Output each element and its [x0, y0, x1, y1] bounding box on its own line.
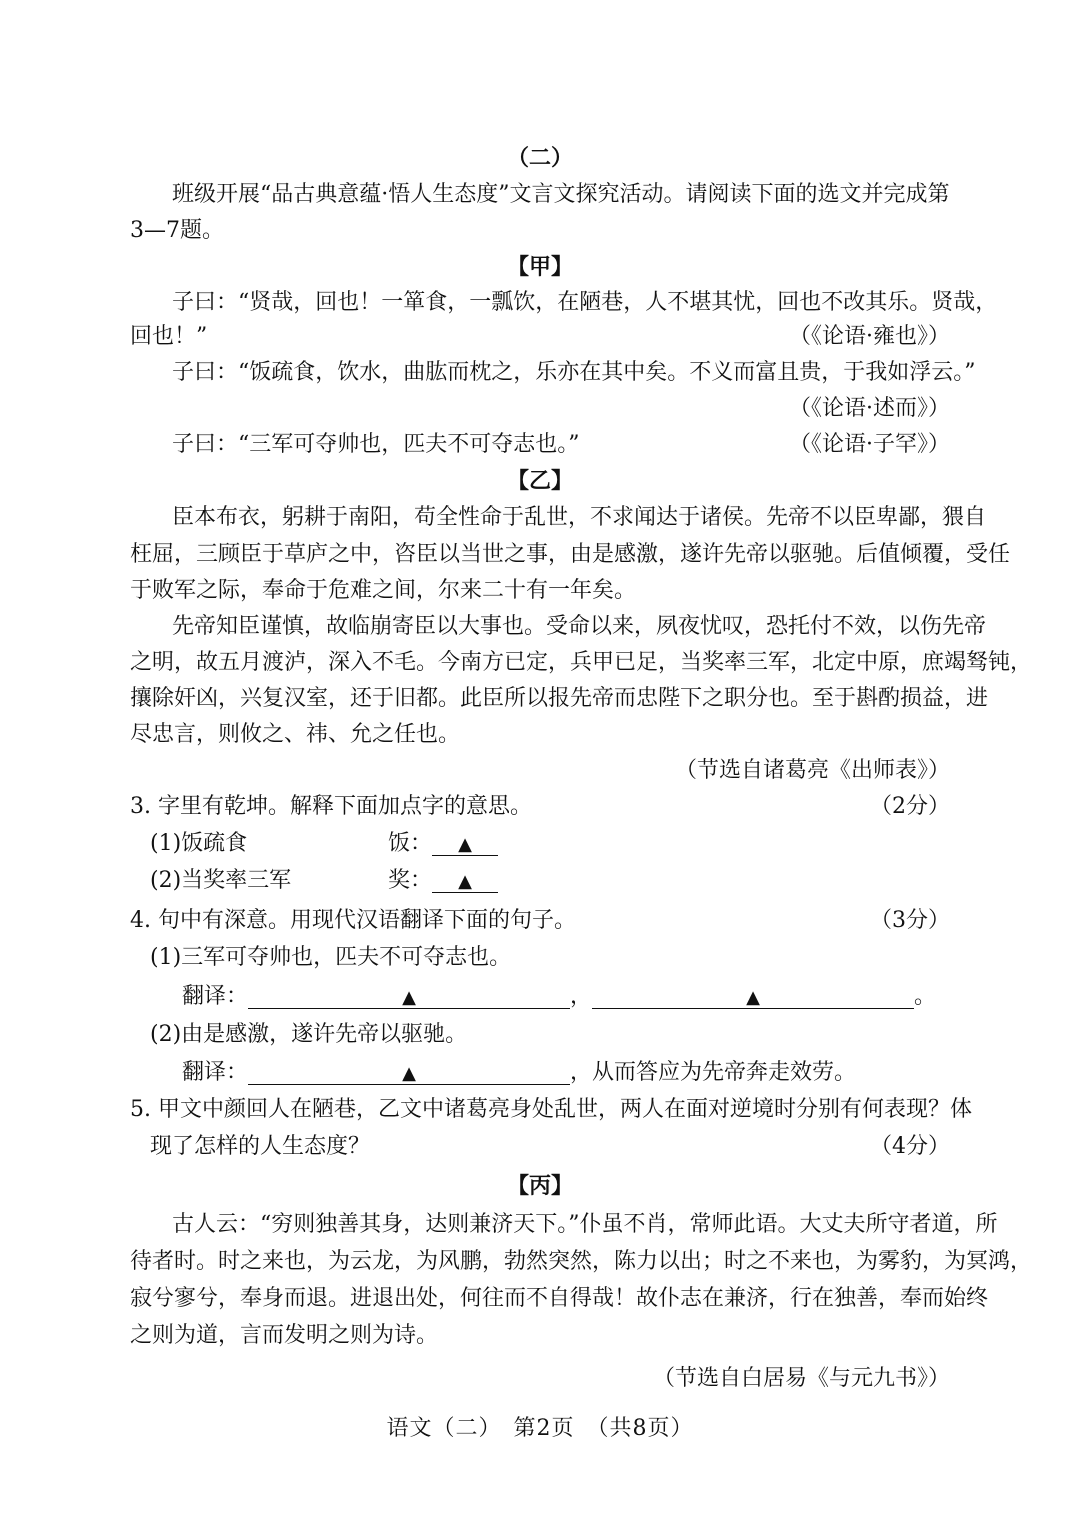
q4-item-1: (1)三军可夺帅也，匹夫不可夺志也。	[150, 945, 512, 970]
q3-item-2-label: 奖：	[388, 868, 433, 893]
jia-p2-source: （《论语·述而》）	[789, 396, 950, 421]
jia-p1-source: （《论语·雍也》）	[789, 324, 950, 349]
jia-p1-line2: 回也！”	[130, 324, 208, 349]
bing-line-4: 之则为道，言而发明之则为诗。	[130, 1323, 439, 1348]
q4-stem: 4. 句中有深意。用现代汉语翻译下面的句子。	[130, 908, 576, 933]
q4-period: 。	[914, 984, 937, 1009]
yi-source: （节选自诸葛亮《出师表》）	[674, 758, 950, 783]
q3-score: （2分）	[870, 794, 950, 819]
q3-answer-blank-1[interactable]	[432, 829, 498, 856]
q5-line-2: 现了怎样的人生态度？	[150, 1134, 371, 1159]
yi-line-1: 臣本布衣，躬耕于南阳，苟全性命于乱世，不求闻达于诸侯。先帝不以臣卑鄙，猥自	[172, 505, 987, 530]
q3-item-1-answer	[388, 829, 498, 859]
yi-line-6: 攘除奸凶，兴复汉室，还于旧都。此臣所以报先帝而忠陛下之职分也。至于斟酌损益，进	[130, 686, 989, 711]
q4-item-2-answer	[182, 1058, 856, 1088]
q4-comma: ，	[570, 984, 593, 1009]
q4-translate-label-2: 翻译：	[182, 1060, 249, 1085]
q3-item-1: (1)饭疏食	[150, 831, 248, 856]
answer-mark-icon: ▲	[458, 834, 472, 855]
q4-answer-blank-3[interactable]	[248, 1058, 570, 1085]
intro-line-1: 班级开展“品古典意蕴·悟人生态度”文言文探究活动。请阅读下面的选文并完成第	[172, 182, 950, 207]
jia-title: 【甲】	[506, 254, 573, 280]
yi-line-2: 枉屈，三顾臣于草庐之中，咨臣以当世之事，由是感激，遂许先帝以驱驰。后值倾覆，受任	[130, 542, 1011, 567]
q3-item-2: (2)当奖率三军	[150, 868, 292, 893]
q3-item-1-label: 饭：	[388, 831, 433, 856]
answer-mark-icon: ▲	[402, 1063, 416, 1084]
jia-p3-line1: 子曰：“三军可夺帅也，匹夫不可夺志也。”	[172, 432, 580, 457]
bing-source: （节选自白居易《与元九书》）	[652, 1366, 950, 1391]
jia-p2-line1: 子曰：“饭疏食，饮水，曲肱而枕之，乐亦在其中矣。不义而富且贵，于我如浮云。”	[172, 360, 976, 385]
answer-mark-icon: ▲	[746, 987, 760, 1008]
q3-answer-blank-2[interactable]	[432, 866, 498, 893]
bing-line-2: 待者时。时之来也，为云龙，为风鹏，勃然突然，陈力以出；时之不来也，为雾豹，为冥鸿，	[130, 1249, 1033, 1274]
bing-line-1: 古人云：“穷则独善其身，达则兼济天下。”仆虽不肖，常师此语。大丈夫所守者道，所	[172, 1212, 998, 1237]
answer-mark-icon: ▲	[402, 987, 416, 1008]
jia-p1-line1: 子曰：“贤哉，回也！一箪食，一瓢饮，在陋巷，人不堪其忧，回也不改其乐。贤哉，	[172, 290, 998, 315]
q5-line-1: 5. 甲文中颜回人在陋巷，乙文中诸葛亮身处乱世，两人在面对逆境时分别有何表现？体	[130, 1097, 972, 1122]
q3-item-2-answer	[388, 866, 498, 896]
q5-score: （4分）	[870, 1134, 950, 1159]
q4-item-2-tail: ，从而答应为先帝奔走效劳。	[570, 1060, 857, 1085]
bing-line-3: 寂兮寥兮，奉身而退。进退出处，何往而不自得哉！故仆志在兼济，行在独善，奉而始终	[130, 1286, 989, 1311]
page-footer: 语文（二） 第2页 （共8页）	[386, 1416, 694, 1441]
q3-stem: 3. 字里有乾坤。解释下面加点字的意思。	[130, 794, 532, 819]
q4-answer-blank-1[interactable]	[248, 982, 570, 1009]
bing-title: 【丙】	[506, 1173, 573, 1199]
yi-line-4: 先帝知臣谨慎，故临崩寄臣以大事也。受命以来，夙夜忧叹，恐托付不效，以伤先帝	[172, 614, 987, 639]
q4-answer-blank-2[interactable]	[592, 982, 914, 1009]
yi-title: 【乙】	[506, 468, 573, 494]
yi-line-7: 尽忠言，则攸之、祎、允之任也。	[130, 722, 461, 747]
yi-line-3: 于败军之际，奉命于危难之间，尔来二十有一年矣。	[130, 578, 637, 603]
answer-mark-icon: ▲	[458, 871, 472, 892]
jia-p3-source: （《论语·子罕》）	[789, 432, 950, 457]
intro-line-2: 3—7题。	[130, 218, 224, 243]
yi-line-5: 之明，故五月渡泸，深入不毛。今南方已定，兵甲已足，当奖率三军，北定中原，庶竭驽钝，	[130, 650, 1033, 675]
q4-score: （3分）	[870, 908, 950, 933]
q4-item-1-answer	[182, 982, 936, 1012]
section-title: （二）	[506, 145, 573, 171]
q4-item-2: (2)由是感激，遂许先帝以驱驰。	[150, 1022, 468, 1047]
q4-translate-label: 翻译：	[182, 984, 249, 1009]
